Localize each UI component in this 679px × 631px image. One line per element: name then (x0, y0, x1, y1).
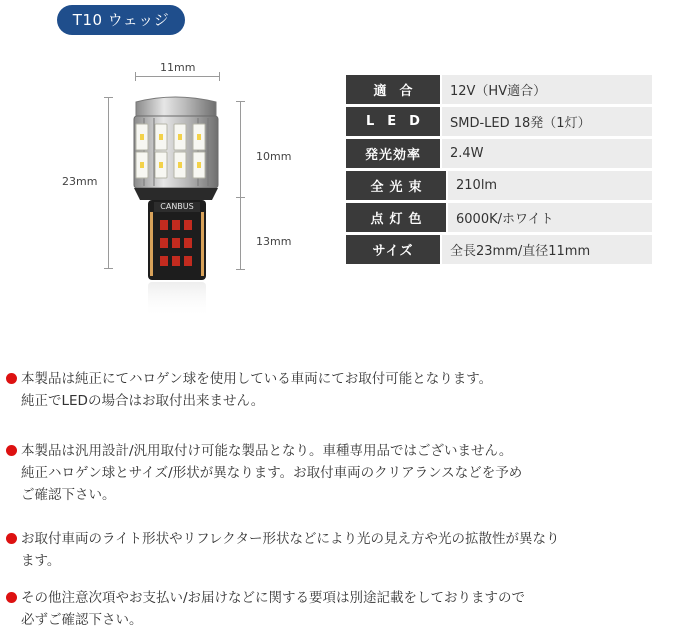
dimension-total-tick-top (104, 97, 113, 98)
dimension-total-label: 23mm (62, 175, 98, 188)
dimension-head-label: 10mm (256, 150, 292, 163)
dimension-total-line (108, 97, 109, 269)
spec-row-compatibility (346, 75, 652, 104)
note-line: 本製品は汎用設計/汎用取付け可能な製品となり。車種専用品ではございません。 (21, 443, 513, 459)
red-bullet-icon (6, 533, 17, 544)
spec-row-color (346, 203, 652, 232)
spec-table (346, 75, 652, 267)
red-bullet-icon (6, 373, 17, 384)
led-bulb-illustration (120, 90, 230, 320)
spec-label: サイズ (346, 235, 440, 264)
note-line: ます。 (21, 553, 61, 569)
spec-label: 発光効率 (346, 139, 440, 168)
dimension-head-line (240, 101, 241, 197)
dimension-width-tick-left (135, 72, 136, 81)
spec-label: 適合 (346, 75, 440, 104)
dimension-base-line (240, 198, 241, 270)
spec-row-led (346, 107, 652, 136)
spec-value: SMD-LED 18発（1灯） (440, 107, 652, 136)
note-line: お取付車両のライト形状やリフレクター形状などにより光の見え方や光の拡散性が異なり (21, 531, 560, 547)
dimension-head-tick-top (236, 101, 245, 102)
spec-value: 6000K/ホワイト (446, 203, 652, 232)
spec-row-size (346, 235, 652, 264)
spec-label: 点灯色 (346, 203, 446, 232)
dimension-width-line (135, 76, 220, 77)
spec-value: 12V（HV適合） (440, 75, 652, 104)
note-light-appearance (6, 528, 678, 572)
dimension-width-label: 11mm (160, 61, 196, 74)
note-line: 純正ハロゲン球とサイズ/形状が異なります。お取付車両のクリアランスなどを予め (21, 465, 523, 481)
red-bullet-icon (6, 592, 17, 603)
note-line: 必ずご確認下さい。 (21, 612, 143, 628)
note-other-terms (6, 587, 678, 631)
spec-value: 全長23mm/直径11mm (440, 235, 652, 264)
spec-label: 全光束 (346, 171, 446, 200)
canbus-label: CANBUS (160, 202, 194, 211)
spec-value: 2.4W (440, 139, 652, 168)
product-type-badge: T10 ウェッジ (57, 5, 185, 35)
note-line: ご確認下さい。 (21, 487, 116, 503)
spec-row-luminous-flux (346, 171, 652, 200)
dimension-width-tick-right (219, 72, 220, 81)
dimension-base-tick-bottom (236, 269, 245, 270)
dimension-total-tick-bottom (104, 268, 113, 269)
note-line: その他注意次項やお支払い/お届けなどに関する要項は別途記載をしておりますので (21, 590, 526, 606)
dimension-base-label: 13mm (256, 235, 292, 248)
note-generic-design (6, 440, 678, 506)
note-line: 純正でLEDの場合はお取付出来ません。 (21, 393, 265, 409)
note-compatibility (6, 368, 678, 412)
red-bullet-icon (6, 445, 17, 456)
spec-value: 210lm (446, 171, 652, 200)
spec-label: LED (346, 107, 440, 136)
spec-row-efficiency (346, 139, 652, 168)
note-line: 本製品は純正にてハロゲン球を使用している車両にてお取付可能となります。 (21, 371, 493, 387)
